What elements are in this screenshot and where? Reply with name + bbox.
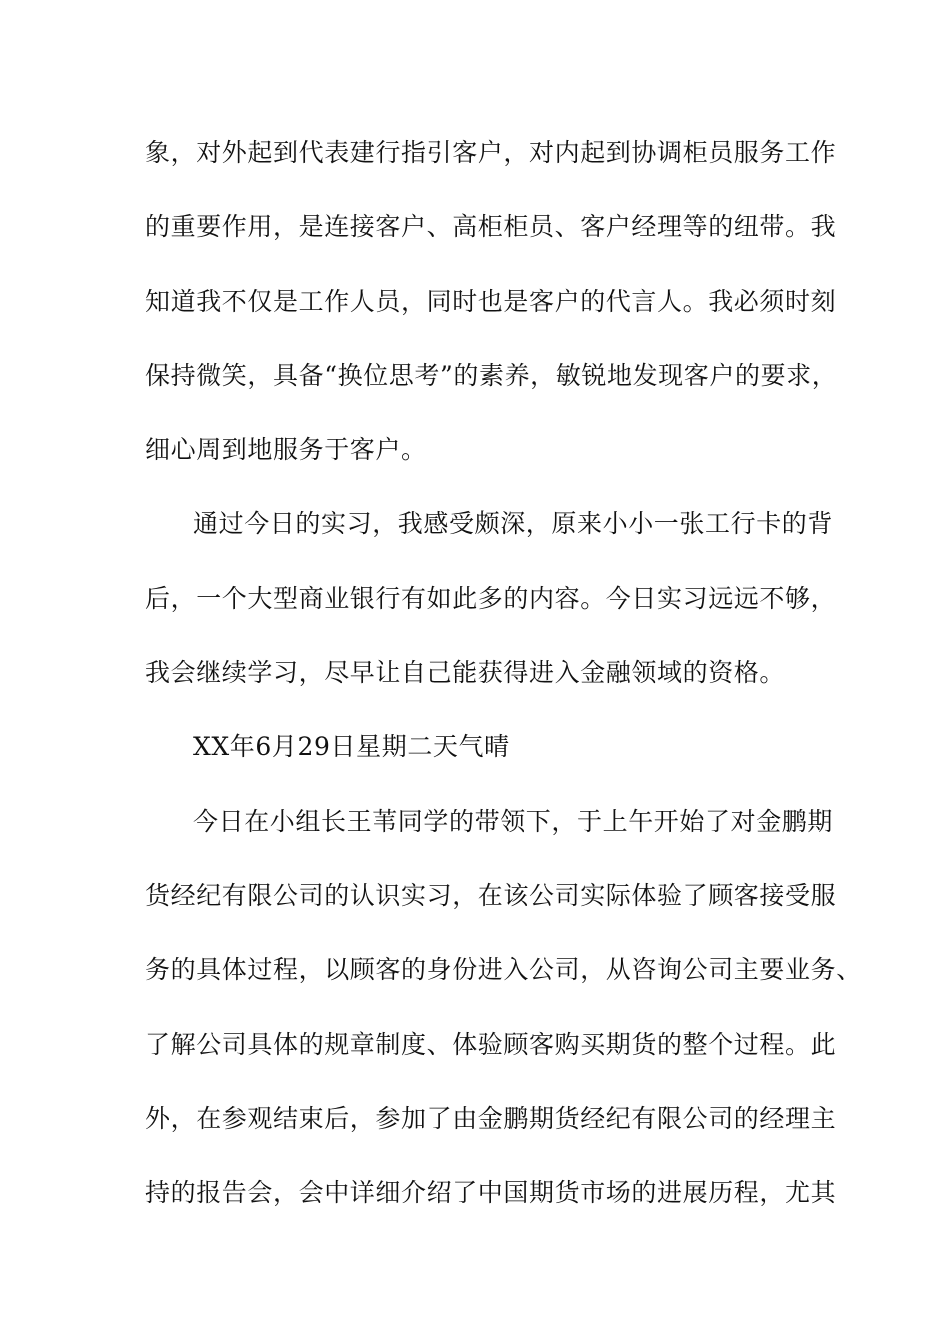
text-line: 我会继续学习，尽早让自己能获得进入金融领域的资格。: [145, 658, 786, 688]
text-line: 知道我不仅是工作人员，同时也是客户的代言人。我必须时刻: [145, 286, 837, 316]
text-line: 象，对外起到代表建行指引客户，对内起到协调柜员服务工作: [145, 138, 837, 167]
text-line: 外，在参观结束后，参加了由金鹏期货经纪有限公司的经理主: [145, 1103, 837, 1133]
text-line: 细心周到地服务于客户。: [145, 435, 427, 465]
text-line: 货经纪有限公司的认识实习，在该公司实际体验了顾客接受服: [145, 880, 837, 910]
paragraph-start-line: 通过今日的实习，我感受颇深，原来小小一张工行卡的背: [193, 509, 834, 539]
text-line: 保持微笑，具备“换位思考”的素养，敏锐地发现客户的要求，: [145, 360, 838, 390]
text-line: 后，一个大型商业银行有如此多的内容。今日实习远远不够，: [145, 583, 837, 613]
document-body: [145, 130, 862, 1244]
text-line: 的重要作用，是连接客户、高柜柜员、客户经理等的纽带。我: [145, 212, 837, 242]
paragraph-start-line: 今日在小组长王苇同学的带领下，于上午开始了对金鹏期: [193, 806, 834, 836]
text-line: 持的报告会，会中详细介绍了中国期货市场的进展历程，尤其: [145, 1178, 837, 1208]
date-heading: XX年6月29日星期二天气晴: [193, 732, 510, 762]
text-line: 务的具体过程，以顾客的身份进入公司，从咨询公司主要业务、: [145, 955, 862, 985]
text-line: 了解公司具体的规章制度、体验顾客购买期货的整个过程。此: [145, 1029, 837, 1059]
